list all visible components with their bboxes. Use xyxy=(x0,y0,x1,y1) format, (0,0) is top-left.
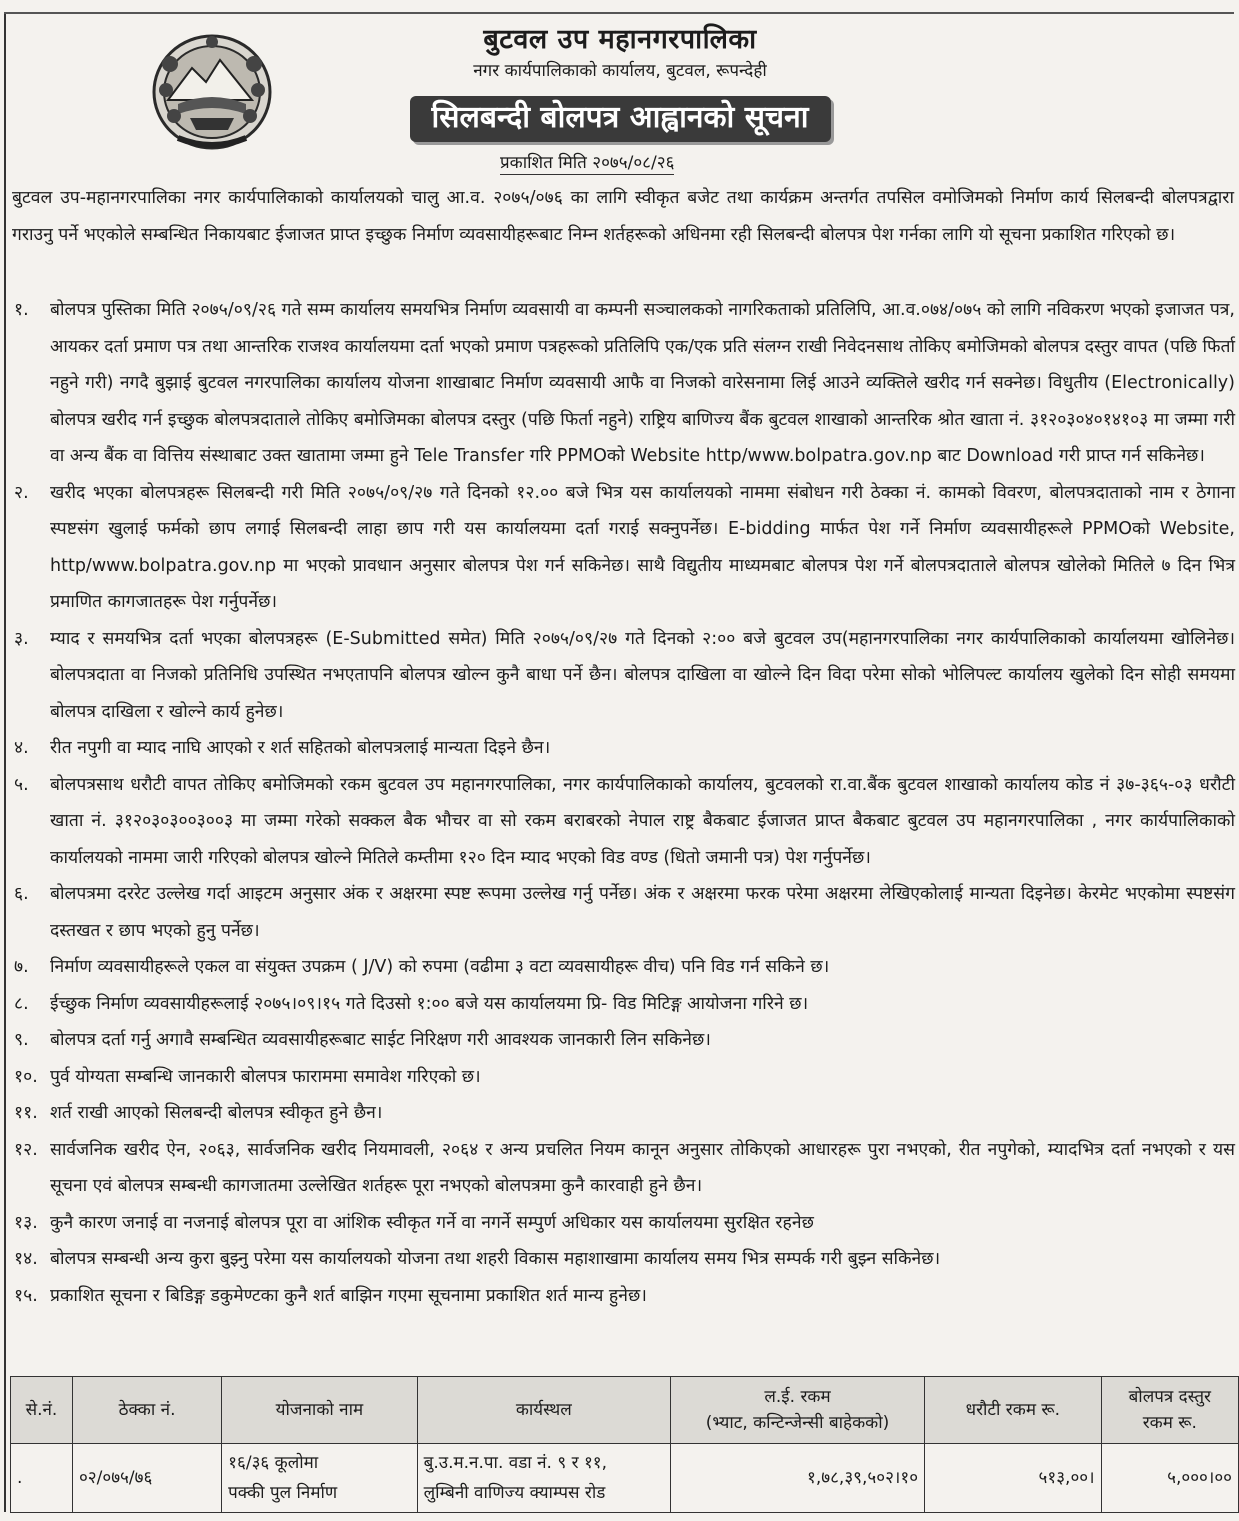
clause-number: १४. xyxy=(14,1249,38,1269)
clause-item xyxy=(0,767,1239,877)
clause-number: २. xyxy=(14,482,29,503)
notice-header xyxy=(330,22,910,142)
clause-item xyxy=(0,292,1239,475)
clause-text: बोलपत्र पुस्तिका मिति २०७५/०९/२६ गते सम्म कार्यालय समयभित्र निर्माण व्यवसायी वा कम्पनी सञ्चालकको नागरिकताको प्रतिलिपि, आ.व.०७४/०७५ को लागि नविकरण भएको इजाजत पत्र, आयकर दर्ता प्रमाण पत्र तथा आन्तरिक राजश्व कार्यालयमा दर्ता भएको प्रमाण पत्रहरूको प्रतिलिपि एक/एक प्रति संलग्न राखी निवेदनसाथ तोकिए बमोजिमको बोलपत्र दस्तुर वापत (पछि फिर्ता नहुने गरी) नगदै बुझाई बुटवल नगरपालिका कार्यालय योजना शाखाबाट निर्माण व्यवसायी आफै वा निजको वारेसनामा लिई आउने व्यक्तिले खरीद गर्न सक्नेछ। विधुतीय (Electronically) बोलपत्र खरीद गर्न इच्छुक बोलपत्रदाताले तोकिए बमोजिमका बोलपत्र दस्तुर (पछि फिर्ता नहुने) राष्ट्रिय बाणिज्य बैंक बुटवल शाखाको आन्तरिक श्रोत खाता नं. ३१२०३०४०१४१०३ मा जम्मा गरी वा अन्य बैंक वा वित्तिय संस्थाबाट उक्त खातामा जम्मा हुने Tele Transfer गरि PPMOको Website http/www.bolpatra.gov.np बाट Download गरी प्राप्त गर्न सकिनेछ। xyxy=(50,300,1235,466)
cell-cost-estimate: १,७८,३९,५०२।१० xyxy=(670,1444,924,1513)
clause-item xyxy=(0,1059,1239,1096)
clause-text: बोलपत्र दर्ता गर्नु अगावै सम्बन्धित व्यवसायीहरूबाट साईट निरिक्षण गरी आवश्यक जानकारी लिन सकिनेछ। xyxy=(50,1030,711,1050)
clause-text: सार्वजनिक खरीद ऐन, २०६३, सार्वजनिक खरीद नियमावली, २०६४ र अन्य प्रचलित नियम कानून अनुसार तोकिएको आधारहरू पुरा नभएको, रीत नपुगेको, म्यादभित्र दर्ता नभएको र यस सूचना एवं बोलपत्र सम्बन्धी कागजातमा उल्लेखित शर्तहरू पूरा नभएको बोलपत्रमा कुनै कारवाही हुने छैन। xyxy=(50,1139,1235,1196)
location-line1: बु.उ.म.न.पा. वडा नं. ९ र ११, xyxy=(423,1453,608,1473)
clause-item xyxy=(0,1205,1239,1242)
clause-item xyxy=(0,1132,1239,1205)
header-fee-line2: रकम रू. xyxy=(1142,1413,1197,1433)
clause-number: १२. xyxy=(14,1139,38,1160)
clause-number: ९. xyxy=(14,1030,29,1050)
clause-list xyxy=(0,292,1239,1314)
clause-number: ७. xyxy=(14,957,29,977)
clause-text: खरीद भएका बोलपत्रहरू सिलबन्दी गरी मिति २०७५/०९/२७ गते दिनको १२.०० बजे भित्र यस कार्यालयको नाममा संबोधन गरी ठेक्का नं. कामको विवरण, बोलपत्रदाताको नाम र ठेगाना स्पष्टसंग खुलाई फर्मको छाप लगाई सिलबन्दी लाहा छाप गरी यस कार्यालयमा दर्ता गराई सक्नुपर्नेछ। E-bidding मार्फत पेश गर्ने निर्माण व्यवसायीहरूले PPMOको Website, http/www.bolpatra.gov.np मा भएको प्रावधान अनुसार बोलपत्र पेश गर्न सकिनेछ। साथै विद्युतीय माध्यमबाट बोलपत्र पेश गर्ने बोलपत्रदाताले बोलपत्र खोलेको मितिले ७ दिन भित्र प्रमाणित कागजातहरू पेश गर्नुपर्नेछ। xyxy=(50,482,1235,612)
clause-item xyxy=(0,1022,1239,1059)
clause-text: प्रकाशित सूचना र बिडिङ्ग डकुमेण्टका कुनै शर्त बाझिन गएमा सूचनामा प्रकाशित शर्त मान्य हुनेछ। xyxy=(50,1285,647,1306)
clause-text: रीत नपुगी वा म्याद नाघि आएको र शर्त सहितको बोलपत्रलाई मान्यता दिइने छैन। xyxy=(50,738,551,758)
clause-number: १३. xyxy=(14,1212,38,1233)
notice-title: सिलबन्दी बोलपत्र आह्वानको सूचना xyxy=(410,96,831,142)
clause-item xyxy=(0,949,1239,986)
header-location: कार्यस्थल xyxy=(417,1377,670,1444)
clause-number: ११. xyxy=(14,1103,38,1123)
clause-number: ८. xyxy=(14,993,29,1014)
clause-text: ईच्छुक निर्माण व्यवसायीहरूलाई २०७५।०९।१५ गते दिउसो १:०० बजे यस कार्यालयमा प्रि- विड मिटिङ्ग आयोजना गरिने छ। xyxy=(50,993,809,1014)
contract-table xyxy=(10,1376,1239,1513)
project-name-line1: १६/३६ कूलोमा xyxy=(228,1453,319,1473)
nepal-emblem-icon xyxy=(148,30,276,152)
header-cost-line2: (भ्याट, कन्टिन्जेन्सी बाहेकको) xyxy=(705,1413,890,1433)
clause-text: बोलपत्र सम्बन्धी अन्य कुरा बुझ्नु परेमा यस कार्यालयको योजना तथा शहरी विकास महाशाखामा कार्यालय समय भित्र सम्पर्क गरी बुझ्न सकिनेछ। xyxy=(50,1249,941,1269)
clause-text: पुर्व योग्यता सम्बन्धि जानकारी बोलपत्र फाराममा समावेश गरिएको छ। xyxy=(50,1066,481,1087)
clause-number: १. xyxy=(14,300,29,320)
clause-item xyxy=(0,1241,1239,1278)
clause-text: बोलपत्रसाथ धरौटी वापत तोकिए बमोजिमको रकम बुटवल उप महानगरपालिका, नगर कार्यपालिकाको कार्यालय, बुटवलको रा.वा.बैंक बुटवल शाखाको कार्यालय कोड नं ३७-३६५-०३ धरौटी खाता नं. ३१२०३०३००३००३ मा जम्मा गरेको सक्कल बैक भौचर वा सो रकम बराबरको नेपाल राष्ट्र बैकबाट ईजाजत प्राप्त बैकबाट बुटवल उप महानगरपालिका , नगर कार्यपालिकाको कार्यालयको नाममा जारी गरिएको बोलपत्र खोल्ने मितिले कम्तीमा १२० दिन म्याद भएको विड वण्ड (धितो जमानी पत्र) पेश गर्नुपर्नेछ। xyxy=(50,774,1235,868)
header-cost-estimate xyxy=(670,1377,924,1444)
clause-item xyxy=(0,730,1239,767)
header-cost-line1: ल.ई. रकम xyxy=(764,1387,831,1407)
header-contract-no: ठेक्का नं. xyxy=(72,1377,221,1444)
clause-item xyxy=(0,876,1239,949)
clause-number: १०. xyxy=(14,1066,38,1087)
clause-text: म्याद र समयभित्र दर्ता भएका बोलपत्रहरू (E-Submitted समेत) मिति २०७५/०९/२७ गते दिनको २:०० बजे बुटवल उप(महानगरपालिका नगर कार्यपालिकाको कार्यालयमा खोलिनेछ। बोलपत्रदाता वा निजको प्रतिनिधि उपस्थित नभएतापनि बोलपत्र खोल्न कुनै बाधा पर्ने छैन। बोलपत्र दाखिला वा खोल्ने दिन विदा परेमा सोको भोलिपल्ट कार्यालय खुलेको दिन सोही समयमा बोलपत्र दाखिला र खोल्ने कार्य हुनेछ। xyxy=(50,628,1235,722)
clause-number: ५. xyxy=(14,774,29,795)
header-fee-line1: बोलपत्र दस्तुर xyxy=(1128,1387,1211,1407)
cell-contract-no: ०२/०७५/७६ xyxy=(72,1444,221,1513)
cell-deposit: ५१३,००। xyxy=(925,1444,1102,1513)
header-project-name: योजनाको नाम xyxy=(222,1377,418,1444)
org-name: बुटवल उप महानगरपालिका xyxy=(483,24,757,55)
cell-sn: . xyxy=(11,1444,73,1513)
location-line2: लुम्बिनी वाणिज्य क्याम्पस रोड xyxy=(423,1483,606,1503)
clause-text: कुनै कारण जनाई वा नजनाई बोलपत्र पूरा वा आंशिक स्वीकृत गर्ने वा नगर्ने सम्पुर्ण अधिकार यस कार्यालयमा सुरक्षित रहनेछ xyxy=(50,1212,814,1233)
clause-item xyxy=(0,475,1239,621)
clause-item xyxy=(0,1278,1239,1315)
clause-number: ४. xyxy=(14,738,29,758)
header-sn: से.नं. xyxy=(11,1377,73,1444)
clause-item xyxy=(0,621,1239,731)
org-subtitle: नगर कार्यपालिकाको कार्यालय, बुटवल, रूपन्देही xyxy=(473,61,767,81)
clause-item xyxy=(0,1095,1239,1132)
header-bid-fee xyxy=(1101,1377,1238,1444)
clause-text: निर्माण व्यवसायीहरूले एकल वा संयुक्त उपक्रम ( J/V) को रुपमा (वढीमा ३ वटा व्यवसायीहरू वीच) पनि विड गर्न सकिने छ। xyxy=(50,957,830,977)
clause-item xyxy=(0,986,1239,1023)
clause-number: १५. xyxy=(14,1285,38,1306)
table-header-row xyxy=(11,1377,1239,1444)
page-border-top xyxy=(4,12,1234,14)
clause-number: ६. xyxy=(14,884,29,904)
clause-number: ३. xyxy=(14,628,29,649)
cell-location xyxy=(417,1444,670,1513)
clause-text: बोलपत्रमा दररेट उल्लेख गर्दा आइटम अनुसार अंक र अक्षरमा स्पष्ट रूपमा उल्लेख गर्नु पर्नेछ। अंक र अक्षरमा फरक परेमा अक्षरमा लेखिएकोलाई मान्यता दिइनेछ। केरमेट भएकोमा स्पष्टसंग दस्तखत र छाप भएको हुनु पर्नेछ। xyxy=(50,884,1235,941)
header-deposit: धरौटी रकम रू. xyxy=(925,1377,1102,1444)
intro-paragraph: बुटवल उप-महानगरपालिका नगर कार्यपालिकाको कार्यालयको चालु आ.व. २०७५/०७६ का लागि स्वीकृत बजेट तथा कार्यक्रम अन्तर्गत तपसिल वमोजिमको निर्माण कार्य सिलबन्दी बोलपत्रद्वारा गराउनु पर्ने भएकोले सम्बन्धित निकायबाट ईजाजत प्राप्त इच्छुक निर्माण व्यवसायीहरूबाट निम्न शर्तहरूको अधिनमा रही सिलबन्दी बोलपत्र पेश गर्नका लागि यो सूचना प्रकाशित गरिएको छ। xyxy=(12,188,1234,245)
cell-bid-fee: ५,०००।०० xyxy=(1101,1444,1238,1513)
cell-project-name xyxy=(222,1444,418,1513)
clause-text: शर्त राखी आएको सिलबन्दी बोलपत्र स्वीकृत हुने छैन। xyxy=(50,1103,383,1123)
table-row xyxy=(11,1444,1239,1513)
published-date: प्रकाशित मिति २०७५/०८/२६ xyxy=(500,153,675,173)
project-name-line2: पक्की पुल निर्माण xyxy=(228,1483,338,1503)
